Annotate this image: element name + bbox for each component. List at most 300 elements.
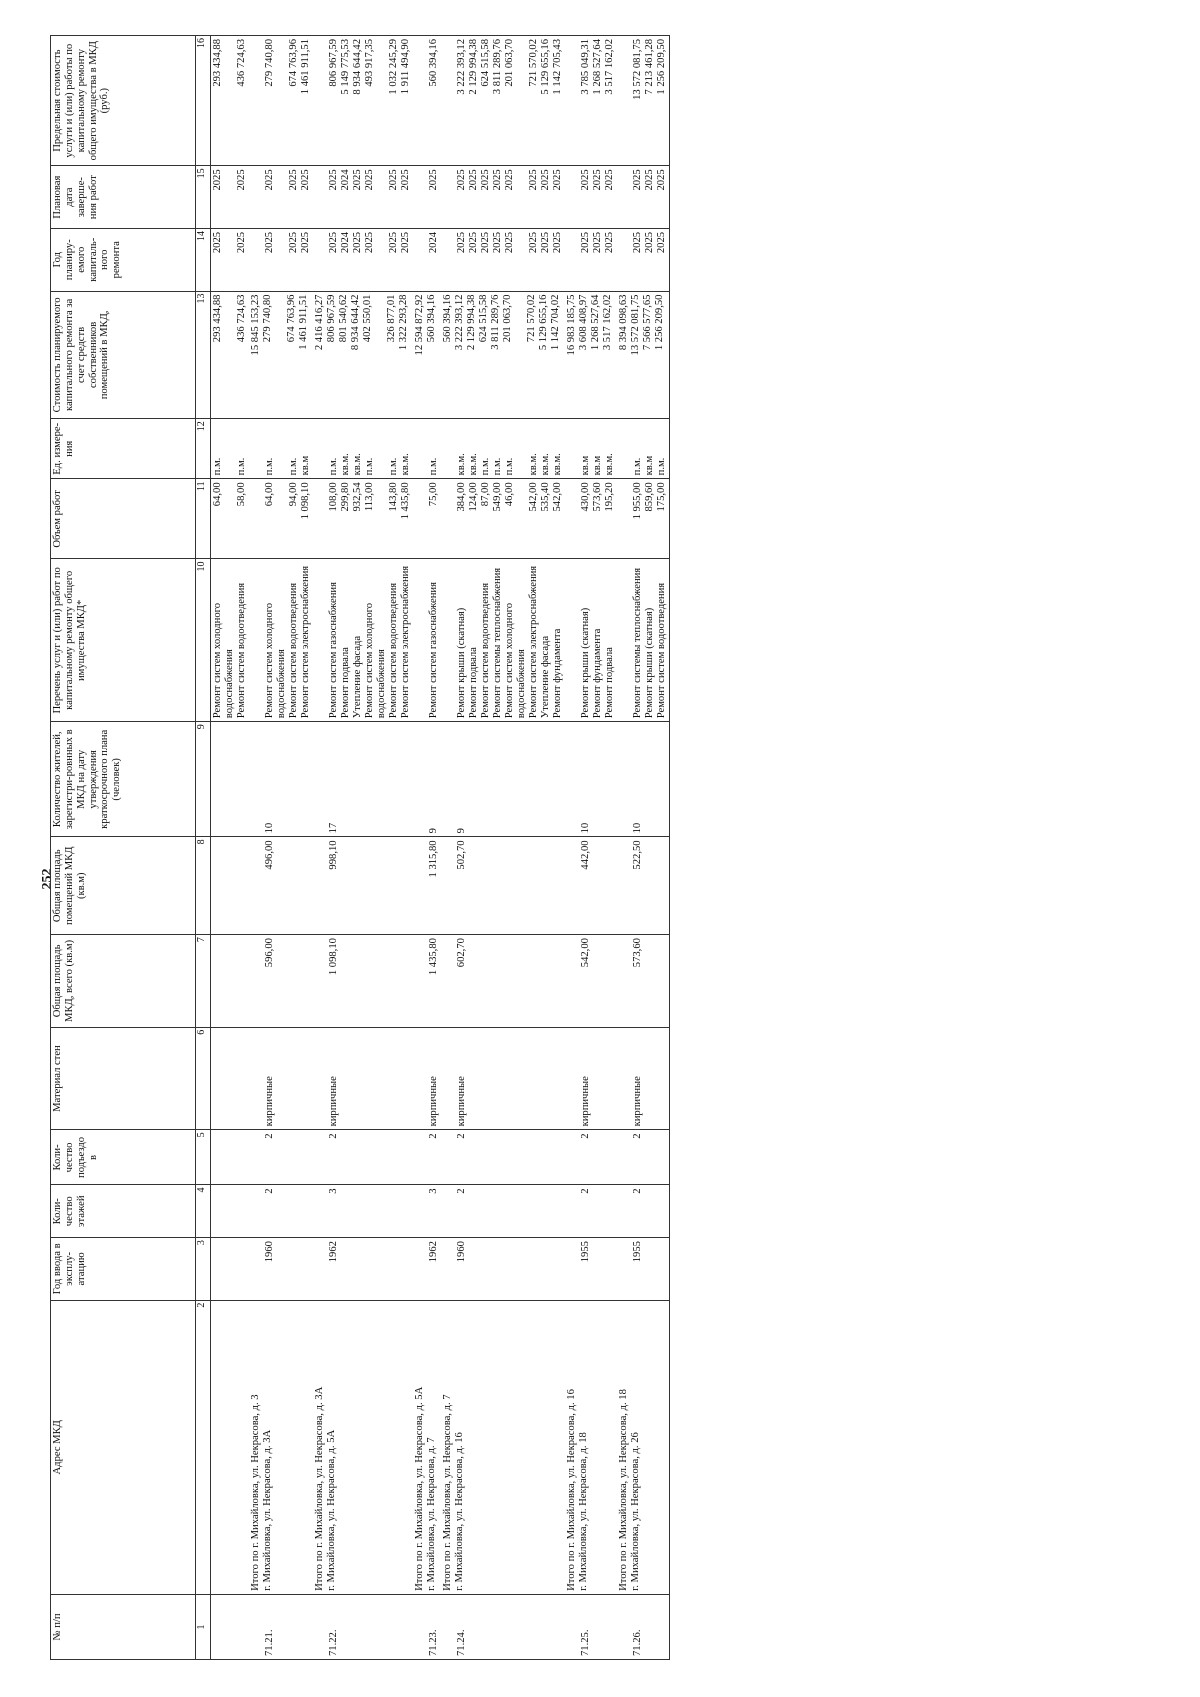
unit: п.м. (656, 457, 667, 476)
col-number: 6 (196, 1027, 211, 1130)
col-number: 15 (196, 166, 211, 229)
area-premises: 502,70 (456, 840, 467, 870)
volume: 299,80 (340, 482, 351, 512)
work-name: Утепление фасада (540, 635, 551, 719)
area-total: 1 098,10 (328, 938, 339, 976)
work-name: Ремонт систем газоснабжения (328, 582, 339, 719)
work-name: Ремонт систем водоотведения (388, 582, 399, 719)
address-cell (211, 1300, 250, 1594)
cost: 560 394,16 (425, 294, 437, 343)
row-number: 71.25. (580, 1629, 591, 1656)
end-year: 2025 (236, 169, 247, 191)
plan-year-cell (617, 228, 670, 291)
row-number: 71.23. (428, 1629, 439, 1656)
col-header: Общая площадь МКД, всего (кв.м) (51, 935, 196, 1028)
limit-cost: 2 129 994,38 (468, 39, 479, 95)
spacer (618, 232, 632, 288)
floors-cell (441, 1185, 565, 1238)
volume: 108,00 (328, 482, 339, 512)
plan-year: 2025 (528, 231, 539, 254)
work-name: Ремонт системы теплоснабжения (492, 567, 503, 719)
spacer (566, 482, 580, 555)
area-total: 596,00 (264, 938, 275, 968)
area-total: 602,70 (456, 938, 467, 968)
spacer (442, 725, 456, 833)
row-number-cell (211, 1594, 250, 1659)
total-label: Итого по г. Михайловка, ул. Некрасова, д. 18 (618, 1389, 629, 1591)
limit-cost: 293 434,88 (212, 39, 223, 87)
area-premises-cell (249, 837, 313, 935)
cost: 7 566 577,65 (641, 294, 653, 351)
work-name: Ремонт крыши (скатная) (456, 607, 467, 719)
work-name: Ремонт крыши (скатная) (580, 607, 591, 719)
unit: п.м. (388, 457, 399, 476)
row-number: 71.22. (328, 1629, 339, 1656)
end-year: 2025 (540, 169, 551, 191)
area-total-cell (413, 935, 441, 1028)
col-number: 4 (196, 1185, 211, 1238)
limit-cost: 1 032 245,29 (388, 39, 399, 95)
unit: кв.м (592, 455, 603, 476)
area-premises: 496,00 (264, 840, 275, 870)
year-built: 1955 (580, 1241, 591, 1263)
end-year: 2025 (352, 169, 363, 191)
cost: 8 934 644,42 (349, 294, 361, 351)
end-year: 2025 (580, 169, 591, 191)
spacer (314, 232, 328, 288)
unit: п.м. (480, 457, 491, 476)
unit: п.м. (328, 457, 339, 476)
cost: 293 434,88 (212, 294, 223, 343)
work-name: Ремонт систем водоотведения (480, 582, 491, 719)
spacer (566, 938, 580, 1024)
year-built-cell (249, 1238, 313, 1301)
spacer (414, 422, 428, 475)
volume-cell (211, 479, 250, 559)
spacer (250, 39, 264, 162)
col-header: Год ввода в эксплу-атацию (51, 1238, 196, 1301)
spacer (442, 1241, 456, 1297)
unit: кв.м. (468, 453, 479, 476)
total-label: Итого по г. Михайловка, ул. Некрасова, д. 3 (250, 1394, 261, 1591)
spacer (314, 840, 328, 931)
area-total-cell (249, 935, 313, 1028)
limit-cost: 721 570,02 (528, 39, 539, 87)
spacer (566, 840, 580, 931)
work-name: Ремонт подвала (604, 647, 615, 719)
cost: 326 877,01 (385, 294, 397, 343)
spacer (618, 39, 632, 162)
volume: 1 435,80 (400, 482, 411, 520)
spacer (250, 169, 264, 225)
unit: п.м. (364, 457, 375, 476)
col-header: Объем работ (51, 479, 196, 559)
volume: 94,00 (288, 482, 299, 507)
col-header: Коли-чество этажей (51, 1185, 196, 1238)
spacer (442, 1133, 456, 1181)
area-total: 542,00 (580, 938, 591, 968)
plan-year-cell (441, 228, 565, 291)
limit-cost: 1 268 527,64 (592, 39, 603, 95)
volume: 430,00 (580, 482, 591, 512)
floors-cell (565, 1185, 617, 1238)
cost: 3 222 393,12 (453, 294, 465, 351)
volume: 113,00 (364, 482, 375, 512)
total-label: Итого по г. Михайловка, ул. Некрасова, д. 16 (566, 1389, 577, 1591)
volume-cell (565, 479, 617, 559)
spacer (442, 1188, 456, 1234)
spacer (442, 482, 456, 555)
unit: кв.м. (340, 453, 351, 476)
end-year: 2024 (340, 169, 351, 191)
plan-year: 2024 (428, 231, 439, 254)
floors-cell (211, 1185, 250, 1238)
floors-cell (249, 1185, 313, 1238)
col-number: 13 (196, 291, 211, 419)
work-name: Ремонт систем электроснабжения (300, 565, 311, 719)
column-number-row (196, 36, 211, 1660)
spacer (250, 232, 264, 288)
address: г. Михайловка, ул. Некрасова, д. 16 (453, 1432, 465, 1591)
spacer (566, 169, 580, 225)
spacer (566, 1598, 580, 1656)
residents: 10 (264, 822, 275, 834)
unit: п.м. (632, 457, 643, 476)
plan-year: 2025 (264, 231, 275, 254)
plan-year: 2025 (364, 231, 375, 254)
col-header: № п/п (51, 1594, 196, 1659)
unit: п.м. (236, 457, 247, 476)
end-year: 2025 (264, 169, 275, 191)
wall-material-cell (313, 1027, 413, 1130)
volume: 1 955,00 (632, 482, 643, 520)
address: г. Михайловка, ул. Некрасова, д. 7 (425, 1437, 437, 1591)
volume: 932,54 (352, 482, 363, 512)
unit: кв.м. (552, 453, 563, 476)
spacer (566, 562, 580, 718)
end-year: 2025 (328, 169, 339, 191)
work-name: Ремонт систем холодного водоснабжения (504, 603, 527, 719)
cost: 2 129 994,38 (465, 294, 477, 351)
unit: кв.м. (400, 453, 411, 476)
residents-cell (211, 722, 250, 837)
limit-cost: 674 763,96 (288, 39, 299, 87)
spacer (618, 482, 632, 555)
end-year-cell (565, 166, 617, 229)
spacer (414, 1598, 428, 1656)
spacer (250, 1188, 264, 1234)
cost-cell (211, 291, 250, 419)
spacer (314, 1188, 328, 1234)
end-year: 2025 (528, 169, 539, 191)
limit-cost: 5 129 655,16 (540, 39, 551, 95)
cost: 3 517 162,02 (601, 294, 613, 351)
area-total-cell (565, 935, 617, 1028)
col-header: Год планиру-емого капиталь-ного ремонта (51, 228, 196, 291)
spacer (314, 1031, 328, 1127)
volume: 124,00 (468, 482, 479, 512)
col-header: Материал стен (51, 1027, 196, 1130)
cost-cell (617, 291, 670, 419)
cost: 3 811 289,76 (489, 294, 501, 350)
entrances-cell (249, 1130, 313, 1185)
total-cost: 8 394 098,63 (618, 294, 629, 351)
plan-year: 2025 (580, 231, 591, 254)
address-cell (617, 1300, 670, 1594)
wall-material: кирпичные (264, 1076, 275, 1127)
entrances: 2 (456, 1133, 467, 1139)
spacer (414, 1241, 428, 1297)
volume: 87,00 (480, 482, 491, 507)
work-name: Ремонт систем водоотведения (236, 582, 247, 719)
end-year: 2025 (388, 169, 399, 191)
page-number: 252 (40, 868, 55, 890)
end-year: 2025 (456, 169, 467, 191)
col-header: Адрес МКД (51, 1300, 196, 1594)
residents: 9 (456, 828, 467, 834)
spacer (442, 169, 456, 225)
spacer (618, 1188, 632, 1234)
work-name: Ремонт систем водоотведения (288, 582, 299, 719)
limit-cost: 201 063,70 (504, 39, 515, 87)
total-cost: 16 983 185,75 (566, 294, 577, 356)
spacer (618, 1241, 632, 1297)
residents: 17 (328, 822, 339, 834)
entrances: 2 (264, 1133, 275, 1139)
limit-cost: 3 811 289,76 (492, 39, 503, 95)
unit: кв.м. (540, 453, 551, 476)
residents-cell (413, 722, 441, 837)
col-number: 7 (196, 935, 211, 1028)
spacer (314, 562, 328, 718)
entrances-cell (565, 1130, 617, 1185)
area-premises-cell (313, 837, 413, 935)
row-number-cell (413, 1594, 441, 1659)
house-block (249, 36, 313, 1660)
cost: 624 515,58 (477, 294, 489, 343)
cost: 279 740,80 (261, 294, 273, 343)
spacer (618, 938, 632, 1024)
row-number-cell (313, 1594, 413, 1659)
address: г. Михайловка, ул. Некрасова, д. 3А (261, 1429, 273, 1591)
plan-year-cell (565, 228, 617, 291)
work-name: Утепление фасада (352, 635, 363, 719)
house-block (617, 36, 670, 1660)
entrances-cell (441, 1130, 565, 1185)
plan-year: 2025 (328, 231, 339, 254)
year-built-cell (413, 1238, 441, 1301)
volume: 64,00 (212, 482, 223, 507)
unit-cell (441, 419, 565, 479)
end-year: 2025 (480, 169, 491, 191)
col-number: 8 (196, 837, 211, 935)
col-header: Плановая дата заверше-ния работ (51, 166, 196, 229)
limit-cost: 3 222 393,12 (456, 39, 467, 95)
area-premises: 442,00 (580, 840, 591, 870)
col-header: Ед. измере-ния (51, 419, 196, 479)
limit-cost-cell (313, 36, 413, 166)
cost: 1 142 704,02 (549, 294, 561, 351)
spacer (250, 725, 264, 833)
unit: кв.м. (604, 453, 615, 476)
end-year-cell (313, 166, 413, 229)
end-year-cell (211, 166, 250, 229)
spacer (314, 39, 328, 162)
rotated-page (50, 35, 1185, 1660)
area-total: 573,60 (632, 938, 643, 968)
row-number-cell (617, 1594, 670, 1659)
work-name: Ремонт систем водоотведения (656, 582, 667, 719)
residents-cell (565, 722, 617, 837)
spacer (442, 232, 456, 288)
floors-cell (413, 1185, 441, 1238)
limit-cost: 560 394,16 (428, 39, 439, 87)
unit: кв.м. (456, 453, 467, 476)
unit-cell (617, 419, 670, 479)
spacer (618, 725, 632, 833)
limit-cost: 1 256 209,50 (656, 39, 667, 95)
work-name: Ремонт систем холодного водоснабжения (364, 603, 387, 719)
entrances-cell (313, 1130, 413, 1185)
end-year: 2025 (632, 169, 643, 191)
spacer (618, 840, 632, 931)
unit-cell (413, 419, 441, 479)
spacer (414, 938, 428, 1024)
plan-year: 2025 (212, 231, 223, 254)
year-built-cell (211, 1238, 250, 1301)
wall-material: кирпичные (632, 1076, 643, 1127)
entrances-cell (617, 1130, 670, 1185)
end-year-cell (249, 166, 313, 229)
limit-cost: 7 213 461,28 (644, 39, 655, 95)
entrances-cell (211, 1130, 250, 1185)
unit: п.м. (264, 457, 275, 476)
cost: 436 724,63 (236, 294, 247, 343)
unit-cell (313, 419, 413, 479)
plan-year: 2025 (604, 231, 615, 254)
end-year: 2025 (552, 169, 563, 191)
unit-cell (249, 419, 313, 479)
unit: п.м. (428, 457, 439, 476)
work-name-cell (313, 559, 413, 722)
unit: кв.м (580, 455, 591, 476)
work-name-cell (441, 559, 565, 722)
plan-year: 2025 (632, 231, 643, 254)
plan-year: 2025 (236, 231, 247, 254)
floors: 2 (264, 1188, 275, 1194)
plan-year: 2025 (492, 231, 503, 254)
work-name-cell (211, 559, 250, 722)
limit-cost: 13 572 081,75 (632, 39, 643, 100)
col-number: 3 (196, 1238, 211, 1301)
plan-year: 2025 (456, 231, 467, 254)
plan-year: 2025 (480, 231, 491, 254)
wall-material-cell (617, 1027, 670, 1130)
wall-material: кирпичные (580, 1076, 591, 1127)
row-number-cell (565, 1594, 617, 1659)
col-number: 9 (196, 722, 211, 837)
spacer (414, 169, 428, 225)
cost: 402 550,01 (361, 294, 373, 343)
spacer (442, 1598, 456, 1656)
limit-cost: 806 967,59 (328, 39, 339, 87)
limit-cost: 1 911 494,90 (400, 39, 411, 95)
year-built: 1962 (328, 1241, 339, 1263)
address-cell (413, 1300, 441, 1594)
spacer (250, 562, 264, 718)
plan-year: 2025 (388, 231, 399, 254)
end-year: 2025 (364, 169, 375, 191)
end-year: 2025 (400, 169, 411, 191)
unit: п.м. (212, 457, 223, 476)
col-number: 2 (196, 1300, 211, 1594)
spacer (414, 1031, 428, 1127)
volume: 143,80 (388, 482, 399, 512)
area-total-cell (617, 935, 670, 1028)
volume: 195,20 (604, 482, 615, 512)
address-cell (313, 1300, 413, 1594)
end-year: 2025 (288, 169, 299, 191)
spacer (618, 1598, 632, 1656)
address: г. Михайловка, ул. Некрасова, д. 18 (577, 1432, 589, 1591)
area-premises-cell (413, 837, 441, 935)
limit-cost: 493 917,35 (364, 39, 375, 87)
end-year: 2025 (604, 169, 615, 191)
unit: п.м. (504, 457, 515, 476)
volume: 573,60 (592, 482, 603, 512)
col-number: 14 (196, 228, 211, 291)
area-total-cell (441, 935, 565, 1028)
residents-cell (441, 722, 565, 837)
floors: 3 (428, 1188, 439, 1194)
entrances: 2 (580, 1133, 591, 1139)
col-header: Перечень услуг и (или) работ по капитальному ремонту общего имущества МКД* (51, 559, 196, 722)
spacer (414, 232, 428, 288)
plan-year-cell (313, 228, 413, 291)
total-cost: 2 416 416,27 (314, 294, 325, 351)
cost: 1 268 527,64 (589, 294, 601, 351)
limit-cost: 1 142 705,43 (552, 39, 563, 95)
cost: 1 256 209,50 (653, 294, 665, 351)
spacer (250, 1598, 264, 1656)
spacer (314, 1598, 328, 1656)
cost: 801 540,62 (337, 294, 349, 343)
work-name: Ремонт систем электроснабжения (528, 565, 539, 719)
work-name: Ремонт подвала (468, 647, 479, 719)
work-name: Ремонт системы теплоснабжения (632, 567, 643, 719)
spacer (566, 1241, 580, 1297)
cost: 806 967,59 (325, 294, 337, 343)
plan-year: 2025 (540, 231, 551, 254)
total-cost: 12 594 872,92 (414, 294, 425, 356)
end-year-cell (617, 166, 670, 229)
spacer (442, 562, 456, 718)
cost-cell (313, 291, 413, 419)
col-header: Коли-чество подъездо в (51, 1130, 196, 1185)
spacer (250, 422, 264, 475)
cost-cell (565, 291, 617, 419)
house-block (211, 36, 250, 1660)
area-premises-cell (441, 837, 565, 935)
entrances: 2 (428, 1133, 439, 1139)
spacer (250, 1241, 264, 1297)
house-block (313, 36, 413, 1660)
volume: 535,40 (540, 482, 551, 512)
end-year-cell (441, 166, 565, 229)
spacer (618, 562, 632, 718)
spacer (314, 422, 328, 475)
floors-cell (313, 1185, 413, 1238)
